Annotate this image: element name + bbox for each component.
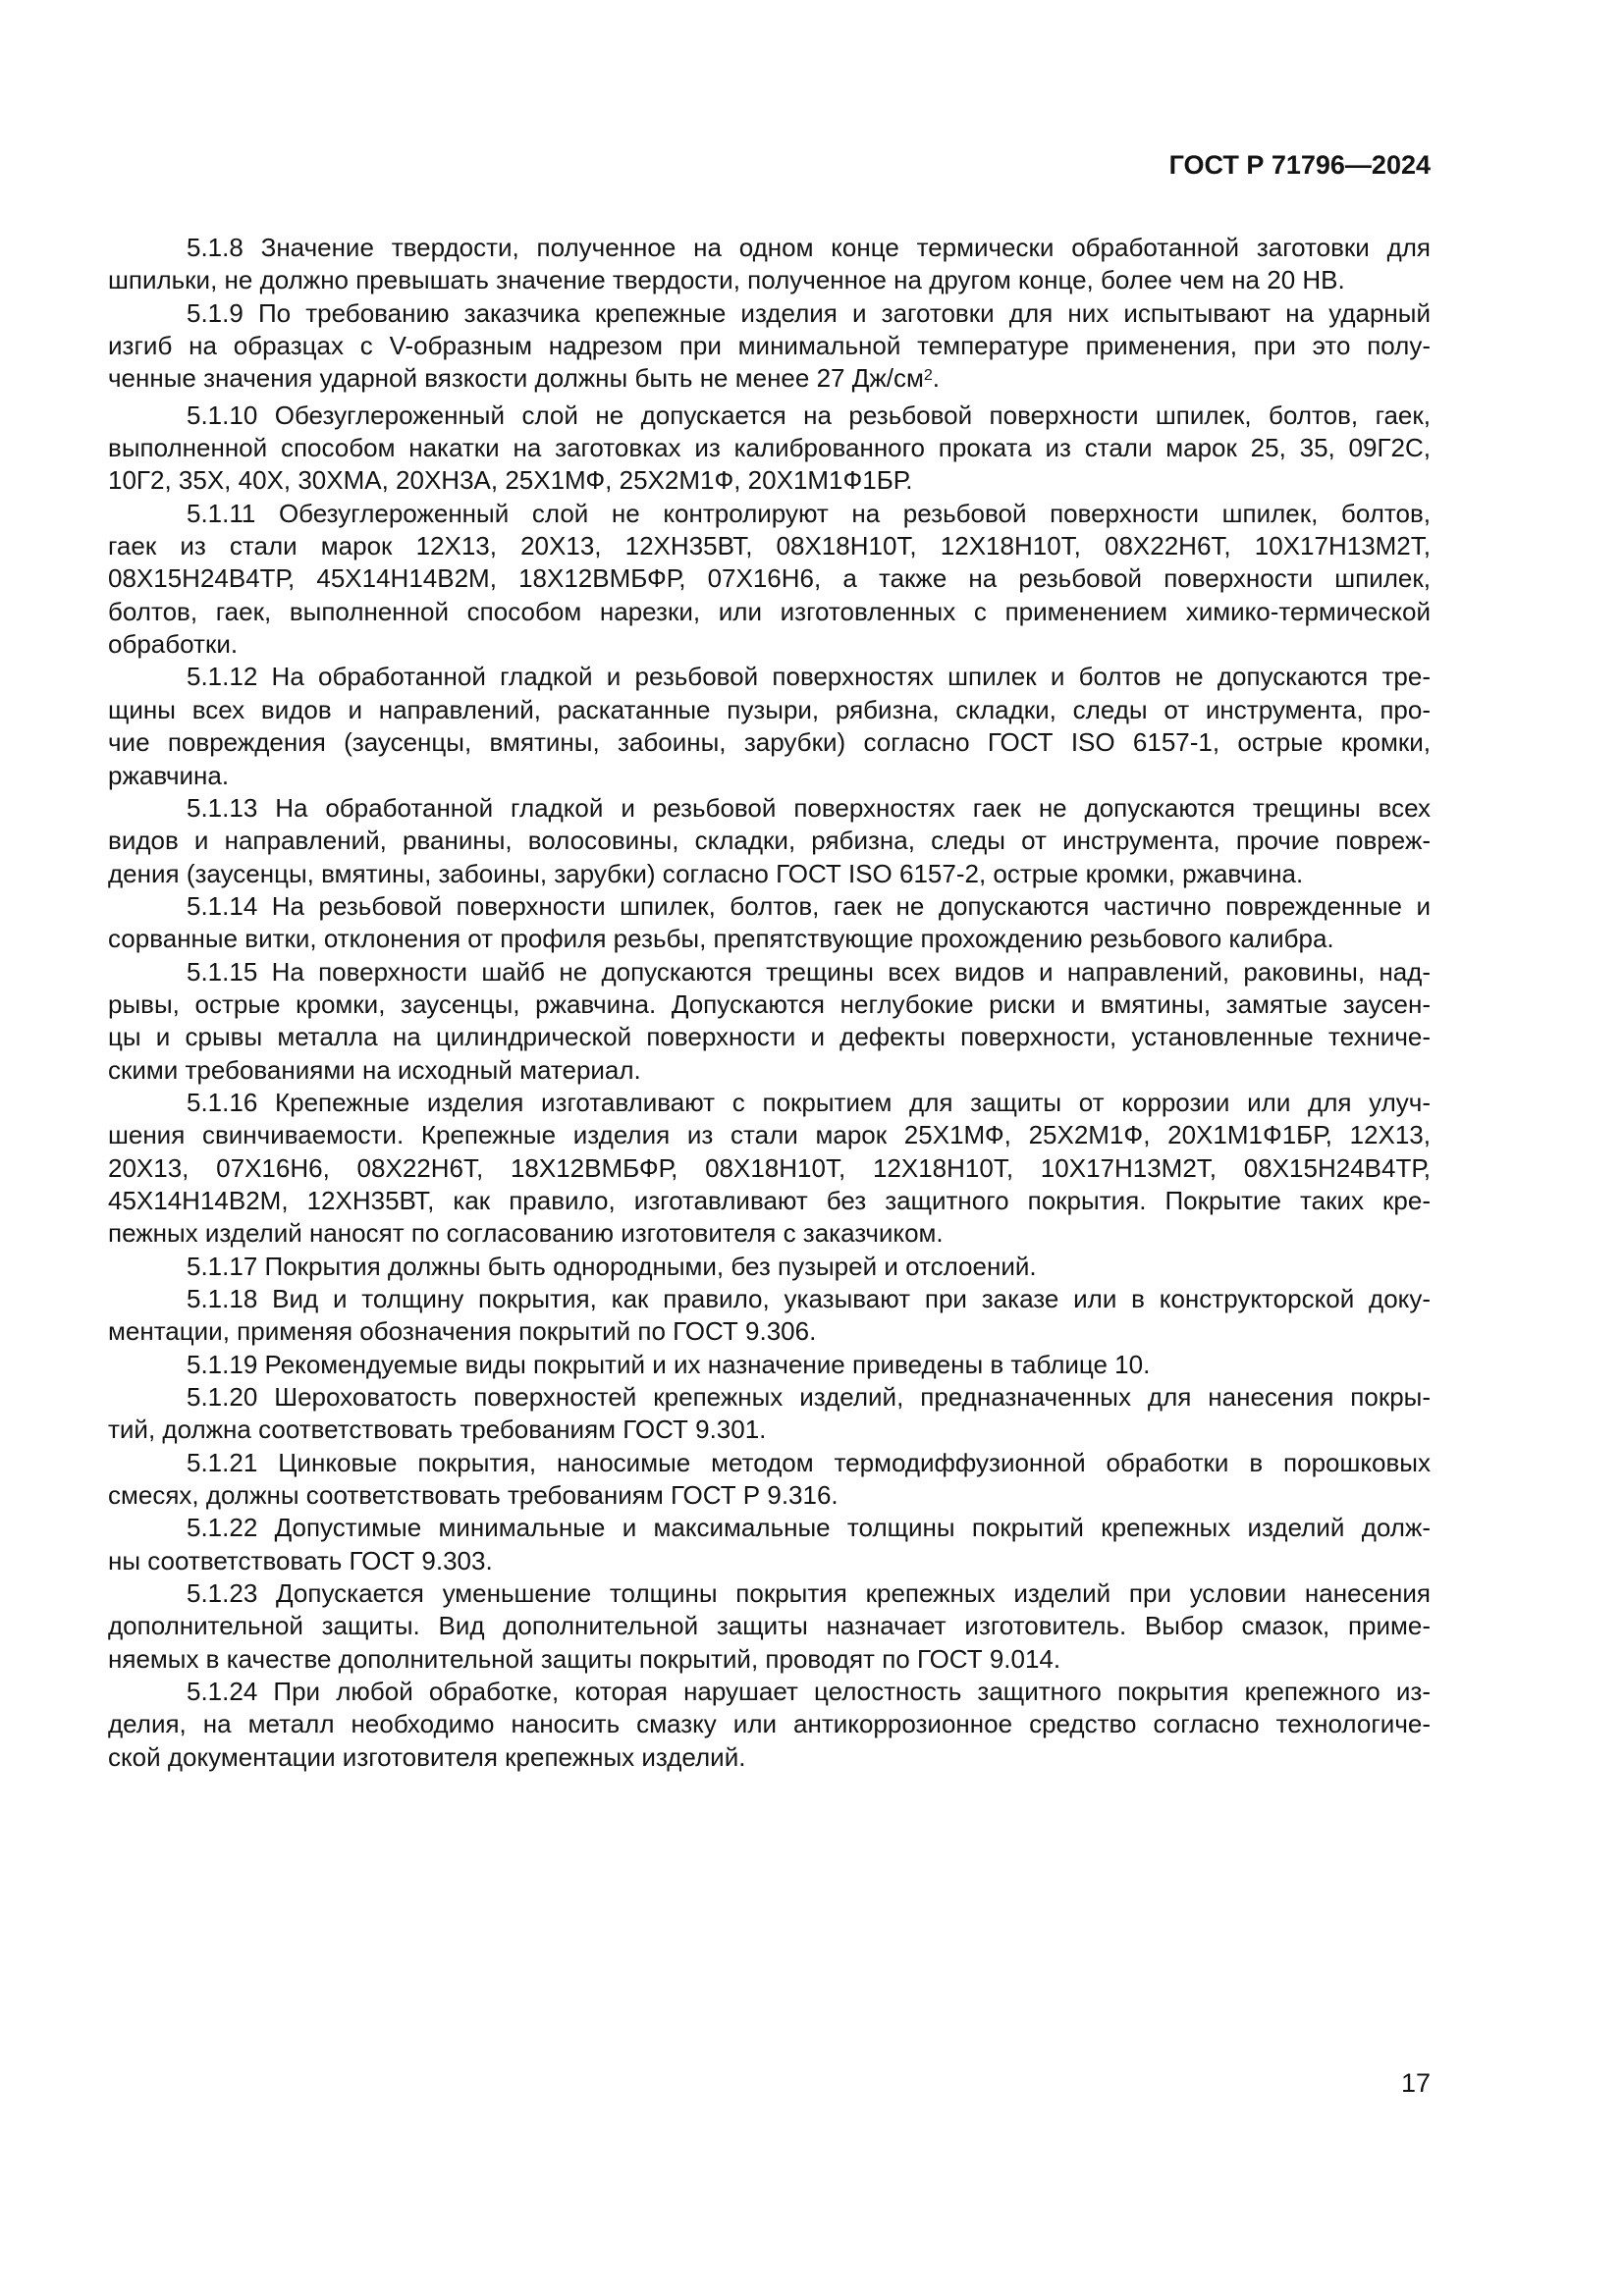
text-line: ченные значения ударной вязкости должны быть не менее 27 $Дж/см^2$.	[108, 363, 941, 394]
text-line: ны соответствовать ГОСТ 9.303.	[108, 1545, 493, 1575]
text-line: выполненной способом накатки на заготовках из калиброванного проката из стали марок 25, 35, 09Г2С,	[108, 433, 1431, 463]
text-line: ржавчина.	[108, 760, 230, 790]
text-line: тий, должна соответствовать требованиям ГОСТ 9.301.	[108, 1415, 767, 1445]
text-line: 5.1.20 Шероховатость поверхностей крепежных изделий, предназначенных для нанесения покры-	[187, 1382, 1431, 1413]
text-line: няемых в качестве дополнительной защиты покрытий, проводят по ГОСТ 9.014.	[108, 1643, 1061, 1674]
text-line: делия, на металл необходимо наносить смазку или антикоррозионное средство согласно технологиче-	[108, 1709, 1431, 1739]
text-line: 5.1.15 На поверхности шайб не допускаются трещины всех видов и направлений, раковины, над-	[187, 956, 1431, 987]
text-line: 5.1.14 На резьбовой поверхности шпилек, болтов, гаек не допускаются частично поврежденные и	[187, 890, 1431, 921]
text-line: рывы, острые кромки, заусенцы, ржавчина. Допускаются неглубокие риски и вмятины, замятые заусен-	[108, 988, 1431, 1019]
text-line: 5.1.23 Допускается уменьшение толщины покрытия крепежных изделий при условии нанесения	[187, 1578, 1431, 1609]
text-line: 5.1.17 Покрытия должны быть однородными, без пузырей и отслоений.	[187, 1251, 1037, 1281]
text-line: сорванные витки, отклонения от профиля резьбы, препятствующие прохождению резьбового калибра.	[108, 924, 1334, 954]
text-line: 5.1.21 Цинковые покрытия, наносимые методом термодиффузионной обработки в порошковых	[187, 1447, 1431, 1477]
text-line: 5.1.19 Рекомендуемые виды покрытий и их назначение приведены в таблице 10.	[187, 1349, 1151, 1379]
text-line: ской документации изготовителя крепежных изделий.	[108, 1741, 746, 1772]
text-line: 5.1.12 На обработанной гладкой и резьбовой поверхностях шпилек и болтов не допускаются тре-	[187, 662, 1431, 692]
text-line: шения свинчиваемости. Крепежные изделия из стали марок 25Х1МФ, 25Х2М1Ф, 20Х1М1Ф1БР, 12Х13,	[108, 1120, 1431, 1150]
text-line: обработки.	[108, 629, 239, 660]
text-line: 20Х13, 07Х16Н6, 08Х22Н6Т, 18Х12ВМБФР, 08Х18Н10Т, 12Х18Н10Т, 10Х17Н13М2Т, 08Х15Н24В4ТР,	[108, 1152, 1431, 1183]
text-line: 5.1.11 Обезуглероженный слой не контролируют на резьбовой поверхности шпилек, болтов,	[187, 498, 1431, 528]
text-line: 5.1.9 По требованию заказчика крепежные изделия и заготовки для них испытывают на ударный	[187, 297, 1431, 328]
text-line: щины всех видов и направлений, раскатанные пузыри, рябизна, складки, следы от инструмента, про-	[108, 694, 1431, 724]
text-line: 5.1.16 Крепежные изделия изготавливают с покрытием для защиты от коррозии или для улуч-	[187, 1087, 1431, 1117]
text-line: болтов, гаек, выполненной способом нарезки, или изготовленных с применением химико-термической	[108, 596, 1431, 626]
text-line: гаек из стали марок 12Х13, 20Х13, 12ХН35ВТ, 08Х18Н10Т, 12Х18Н10Т, 08Х22Н6Т, 10Х17Н13М2Т,	[108, 531, 1431, 561]
text-line: пежных изделий наносят по согласованию изготовителя с заказчиком.	[108, 1218, 944, 1249]
text-line: чие повреждения (заусенцы, вмятины, забоины, зарубки) согласно ГОСТ ISO 6157-1, острые кромки,	[108, 727, 1431, 758]
superscript: 2	[923, 366, 933, 385]
text-line: смесях, должны соответствовать требованиям ГОСТ Р 9.316.	[108, 1480, 839, 1511]
text-line: 5.1.10 Обезуглероженный слой не допускается на резьбовой поверхности шпилек, болтов, гаек,	[187, 400, 1431, 430]
page-number: 17	[1400, 2068, 1431, 2098]
text-line: 5.1.18 Вид и толщину покрытия, как правило, указывают при заказе или в конструкторской доку-	[187, 1284, 1431, 1313]
text-line: видов и направлений, рванины, волосовины, складки, рябизна, следы от инструмента, прочие повреж-	[108, 826, 1431, 856]
running-header: ГОСТ Р 71796—2024	[1168, 150, 1431, 180]
page-text	[108, 232, 1431, 1774]
text-line: цы и срывы металла на цилиндрической поверхности и дефекты поверхности, установленные техниче-	[108, 1022, 1431, 1052]
text-line: изгиб на образцах с V-образным надрезом при минимальной температуре применения, при это полу-	[108, 331, 1431, 361]
text-line: ментации, применяя обозначения покрытий по ГОСТ 9.306.	[108, 1316, 817, 1347]
text-line: шпильки, не должно превышать значение твердости, полученное на другом конце, более чем на 20 НВ.	[108, 265, 1345, 295]
text-line: дения (заусенцы, вмятины, забоины, зарубки) согласно ГОСТ ISO 6157-2, острые кромки, ржавчина.	[108, 858, 1304, 888]
text-line: 5.1.8 Значение твердости, полученное на одном конце термически обработанной заготовки для	[187, 233, 1431, 262]
text-line: 10Г2, 35Х, 40Х, 30ХМА, 20ХН3А, 25Х1МФ, 25Х2М1Ф, 20Х1М1Ф1БР.	[108, 465, 913, 496]
text-line: 5.1.24 При любой обработке, которая нарушает целостность защитного покрытия крепежного из-	[187, 1677, 1431, 1707]
text-line: 5.1.22 Допустимые минимальные и максимальные толщины покрытий крепежных изделий долж-	[187, 1513, 1431, 1543]
text-line: 45Х14Н14В2М, 12ХН35ВТ, как правило, изготавливают без защитного покрытия. Покрытие таких кре-	[108, 1185, 1431, 1215]
text-line: 08Х15Н24В4ТР, 45Х14Н14В2М, 18Х12ВМБФР, 07Х16Н6, а также на резьбовой поверхности шпилек,	[108, 563, 1431, 594]
text-line: 5.1.13 На обработанной гладкой и резьбовой поверхностях гаек не допускаются трещины всех	[187, 792, 1431, 823]
text-line: дополнительной защиты. Вид дополнительной защиты назначает изготовитель. Выбор смазок, приме-	[108, 1611, 1431, 1641]
text-line: скими требованиями на исходный материал.	[108, 1054, 641, 1085]
